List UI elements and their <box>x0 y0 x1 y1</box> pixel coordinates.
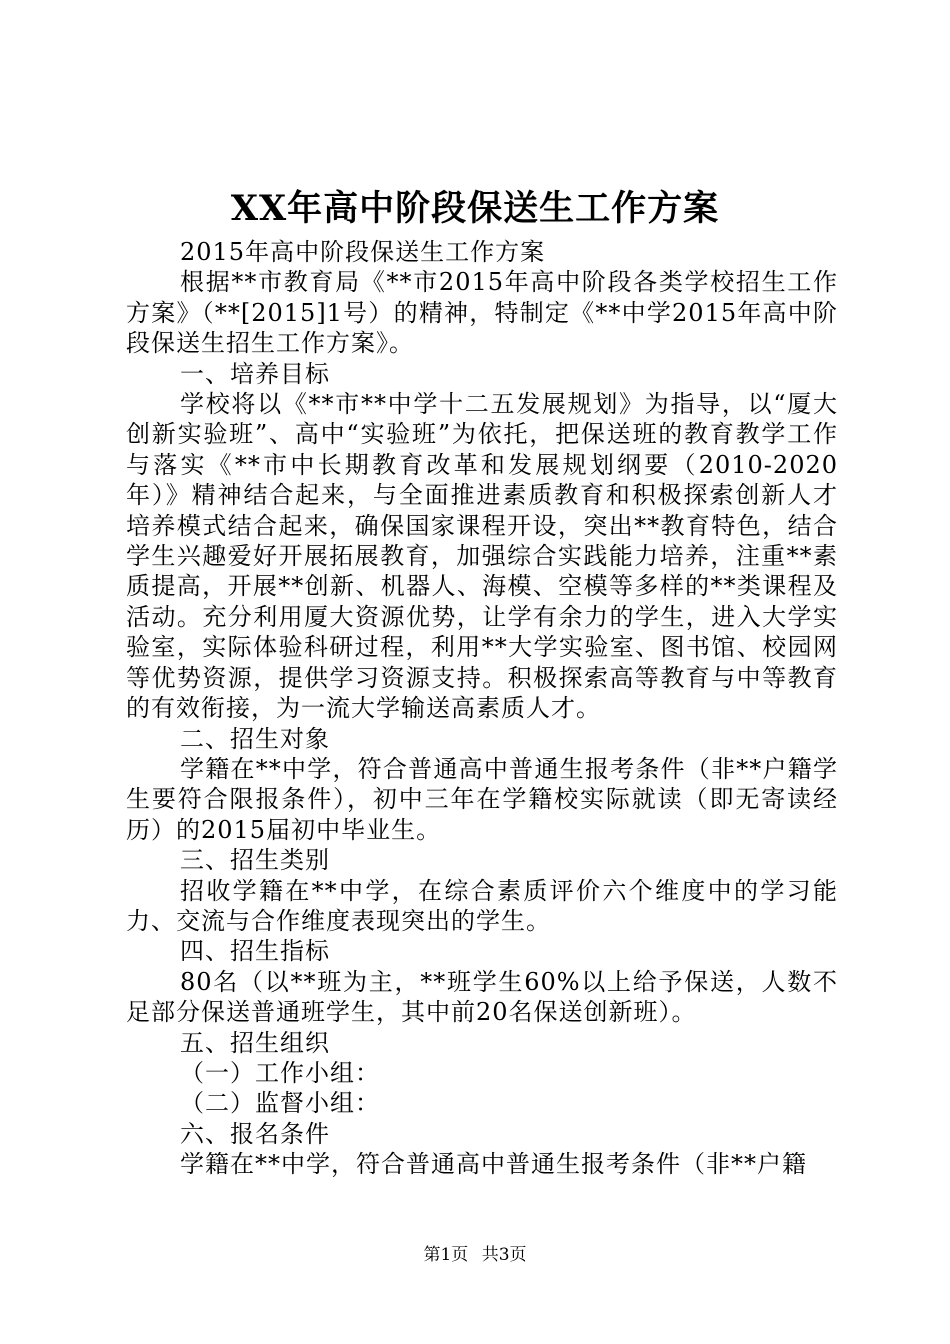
section-heading: 五、招生组织 <box>180 1028 330 1057</box>
document-title: XX年高中阶段保送生工作方案 <box>230 188 720 229</box>
section-heading: 六、报名条件 <box>180 1119 330 1148</box>
page-number: 第1页 <box>423 1245 469 1265</box>
section-heading: 一、培养目标 <box>180 359 330 388</box>
document-body <box>126 237 838 1180</box>
section-heading: 四、招生指标 <box>180 937 330 966</box>
page-total: 共3页 <box>481 1245 527 1265</box>
section-heading: 三、招生类别 <box>180 846 330 875</box>
section-heading: 二、招生对象 <box>180 724 330 753</box>
page-footer <box>0 1243 950 1267</box>
body-paragraph: 学校将以《**市**中学十二五发展规划》为指导，以“厦大创新实验班”、高中“实验班”为依托，把保送班的教育教学工作与落实《**市中长期教育改革和发展规划纲要（2010-2020年）》精神结合起来，与全面推进素质教育和积极探索创新人才培养模式结合起来，确保国家课程开设，突出**教育特色，结合学生兴趣爱好开展拓展教育，加强综合实践能力培养，注重**素质提高，开展**创新、机器人、海模、空模等多样的**类课程及活动。充分利用厦大资源优势，让学有余力的学生，进入大学实验室，实际体验科研过程，利用**大学实验室、图书馆、校园网等优势资源，提供学习资源支持。积极探索高等教育与中等教育的有效衔接，为一流大学输送高素质人才。 <box>126 390 838 723</box>
sub-heading: （二）监督小组： <box>180 1089 380 1118</box>
body-paragraph: 2015年高中阶段保送生工作方案 <box>180 238 546 266</box>
body-paragraph: 招收学籍在**中学，在综合素质评价六个维度中的学习能力、交流与合作维度表现突出的学生。 <box>126 876 838 935</box>
body-paragraph: 根据**市教育局《**市2015年高中阶段各类学校招生工作方案》（**[2015]1号）的精神，特制定《**中学2015年高中阶段保送生招生工作方案》。 <box>126 268 838 358</box>
body-paragraph: 学籍在**中学，符合普通高中普通生报考条件（非**户籍 <box>180 1150 807 1179</box>
body-paragraph: 学籍在**中学，符合普通高中普通生报考条件（非**户籍学生要符合限报条件），初中三年在学籍校实际就读（即无寄读经历）的2015届初中毕业生。 <box>126 754 838 844</box>
body-paragraph: 80名（以**班为主，**班学生60%以上给予保送，人数不足部分保送普通班学生，其中前20名保送创新班）。 <box>126 967 838 1027</box>
sub-heading: （一）工作小组： <box>180 1058 380 1087</box>
